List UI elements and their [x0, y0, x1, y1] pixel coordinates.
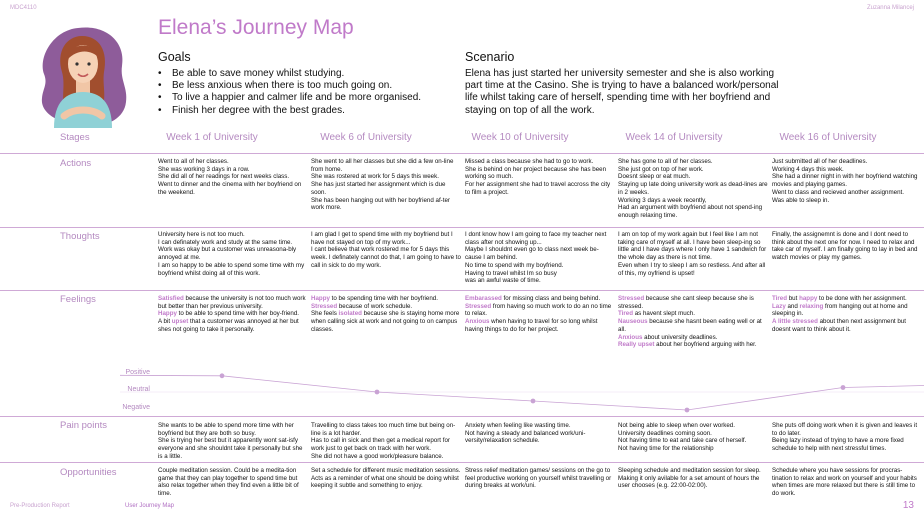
emotion-word: Tired [618, 310, 634, 318]
feelings-cell [465, 295, 615, 334]
row-label-thoughts: Thoughts [60, 231, 100, 242]
row-label-pain-points: Pain points [60, 420, 108, 431]
emotion-point [685, 408, 690, 413]
row-divider [0, 153, 924, 154]
scenario-heading: Scenario [465, 50, 515, 64]
row-divider [0, 462, 924, 463]
goal-item: • Finish her degree with the best grades. [158, 105, 421, 117]
goal-item: • To live a happier and calmer life and be more organised. [158, 92, 421, 104]
opportunities-cell: Couple meditation session. Could be a medita-tion game that they can play together to spend time but also relax together when they find even a little bit of time. [158, 467, 299, 498]
scale-negative: Negative [122, 404, 150, 411]
feeling-line [158, 295, 308, 310]
row-label-feelings: Feelings [60, 294, 96, 305]
opportunities-cell: Set a schedule for different music meditation sessions. Acts as a reminder of what one should be doing whilst keeping it subtle and something to enjoy. [311, 467, 461, 490]
pain-points-cell: Anxiety when feeling like wasting time. Not having a steady and balanced work/uni-versity/relaxation schedule. [465, 422, 586, 445]
scale-neutral: Neutral [127, 386, 150, 393]
emotion-word: isolated [338, 310, 362, 318]
row-divider [0, 290, 924, 291]
emotion-word: Tired [772, 295, 788, 302]
footer-report-name: Pre-Production Report [10, 503, 70, 509]
feeling-line [311, 295, 461, 303]
feeling-line [158, 318, 308, 333]
feeling-line [618, 341, 768, 349]
emotion-point [841, 385, 846, 390]
feeling-line [465, 303, 615, 318]
feeling-line [465, 318, 615, 333]
pain-points-cell: Not being able to sleep when over worked. University deadlines coming soon. Not having time to eat and take care of herself. Not having time for the relationship [618, 422, 747, 453]
actions-cell: She went to all her classes but she did a few on-line from home. She was rostered at work for 5 days this week. She has just started her assignment which is due soon. She has been hanging out with her boyfriend af-ter work more. [311, 158, 454, 212]
feeling-line [772, 318, 922, 333]
goals-heading: Goals [158, 50, 191, 64]
actions-cell: She has gone to all of her classes. She just got on top of her work. Doesnt sleep or eat much. Staying up late doing university work as dead-lines are in 2 weeks. Working 3 days a week recently, Had an argument with boyfriend about not spend-ing enough relaxing time. [618, 158, 768, 219]
emotion-word: A little stressed [772, 318, 818, 326]
course-code: MDC4110 [10, 5, 37, 11]
feeling-text: because the university is not too much work but better than her previous university. [158, 295, 306, 310]
feeling-text: and [785, 302, 800, 310]
stage-header: Week 16 of University [779, 132, 877, 143]
emotion-word: Stressed [618, 295, 645, 302]
opportunities-cell: Sleeping schedule and meditation session for sleep. Making it only avilable for a set amount of hours the user chooses (e.g. 22:00-02:00). [618, 467, 761, 490]
feeling-line [311, 303, 461, 311]
feeling-text: that a customer was annoyed at her but shes not going to take it personally. [158, 318, 299, 333]
feeling-text: when having to travel for so long whilst having things to do for her project. [465, 318, 598, 333]
feeling-text: to be done with her assignment. [817, 295, 907, 302]
opportunities-cell: Schedule where you have sessions for procras-tination to relax and work on yourself and your habits when times are more relaxed but there is still time to do work. [772, 467, 917, 498]
feeling-text: She feels [311, 310, 339, 318]
feeling-line [465, 295, 615, 303]
feelings-cell [618, 295, 768, 349]
feeling-text: about her boyfriend arguing with her. [654, 341, 757, 349]
emotion-word: Embarassed [465, 295, 502, 302]
feeling-line [618, 295, 768, 310]
feeling-text: to be able to spend time with her boy-friend. [176, 310, 300, 318]
feeling-line [772, 303, 922, 318]
feeling-text: about university deadlines. [642, 333, 718, 341]
stage-header: Week 6 of University [320, 132, 412, 143]
emotion-curve-chart [0, 364, 924, 420]
emotion-point [220, 373, 225, 378]
feeling-line [618, 310, 768, 318]
row-label-actions: Actions [60, 158, 92, 169]
feeling-text: because she is staying home more when calling sick at work and not going to on campus classes. [311, 310, 460, 333]
goal-item: • Be less anxious when there is too much going on. [158, 80, 421, 92]
thoughts-cell: I dont know how I am going to face my teacher next class after not showing up... Maybe I shouldnt even go to class next week be-cause I am behind. No time to spend with my boyfriend. Having to travel whilst Im so busy was an awful waste of time. [465, 231, 607, 285]
feelings-cell [772, 295, 922, 334]
actions-cell: Just submitted all of her deadlines. Working 4 days this week. She had a dinner night in with her boyfriend watching movies and playing games. Went to class and recieved another assignment. Was able to sleep in. [772, 158, 918, 204]
feelings-cell [158, 295, 308, 334]
feeling-text: because of work schedule. [337, 302, 413, 310]
thoughts-cell: I am on top of my work again but I feel like I am not taking care of myself at all. I have been sleep-ing so little and I have days where I only have 1 sandwich for the whole day as there is not time. Even when I try to sleep I am so restless. And after all of this, my oyfriend is upset! [618, 231, 767, 277]
thoughts-cell: Finally, the assignemnt is done and I dont need to think about the next one for now. I need to relax and take car of myself. I am finally going to lay in bed and watch movies or play my games. [772, 231, 918, 262]
pain-points-cell: Travelling to class takes too much time but being on-line is a lot harder. Has to call in sick and then get a medical report for work just to get back on track with her work. She did not have a good work/pleasure balance. [311, 422, 456, 460]
emotion-word: Happy [311, 295, 330, 302]
feeling-line [772, 295, 922, 303]
emotion-word: Stressed [465, 302, 492, 310]
feeling-line [618, 334, 768, 342]
feeling-text: about then next assignment but doesnt want to think about it. [772, 318, 906, 333]
thoughts-cell: University here is not too much. I can definately work and study at the same time. Work was okay but a customer was unreasona-bly annoyed at me. I am so happy to be able to spend some time with my boyfriend whilst doing all of this work. [158, 231, 305, 277]
feeling-line [311, 310, 461, 333]
feeling-line [618, 318, 768, 333]
thoughts-cell: I am glad I get to spend time with my boyfriend but I have not stayed on top of my work... I cant believe that work rostered me for 5 days this week. I definately cannot do that, I am going to have to call in sick to do my work. [311, 231, 461, 269]
emotion-word: happy [799, 295, 818, 302]
feeling-text: from hanging out at home and sleeping in. [772, 302, 908, 318]
feeling-text: from having so much work to do an no time to relax. [465, 302, 612, 318]
feeling-text: but [787, 295, 800, 302]
emotion-word: Lazy [772, 302, 786, 310]
feeling-line [158, 310, 308, 318]
emotion-word: Nauseous [618, 318, 648, 326]
goals-list [158, 68, 421, 117]
footer-section-name: User Journey Map [125, 503, 175, 509]
feeling-text: for missing class and being behind. [501, 295, 601, 302]
feeling-text: A bit [158, 318, 172, 326]
page-number: 13 [902, 500, 914, 511]
feelings-cell [311, 295, 461, 334]
goal-item: • Be able to save money whilst studying. [158, 68, 421, 80]
author-name: Zuzanna Milancej [866, 5, 914, 11]
scale-positive: Positive [125, 369, 150, 376]
emotion-word: upset [171, 318, 189, 326]
pain-points-cell: She puts off doing work when it is given and leaves it to do later. Being lazy instead of trying to have a more fixed schedule to help with next stressful times. [772, 422, 918, 453]
feeling-text: because she cant sleep because she is stressed. [618, 295, 754, 310]
emotion-word: Anxious [465, 318, 490, 326]
feeling-text: as havent slept much. [633, 310, 695, 318]
emotion-word: Stressed [311, 302, 338, 310]
row-divider [0, 227, 924, 228]
emotion-point [375, 390, 380, 395]
feeling-text: to be spending time with her boyfriend. [329, 295, 438, 302]
stage-header: Week 1 of University [166, 132, 258, 143]
emotion-line [120, 375, 924, 410]
stage-header: Week 14 of University [625, 132, 723, 143]
scenario-text: Elena has just started her university semester and she is also working part time at the Casino. She is trying to have a balanced work/personal life whilst taking care of herself, spending time with her boyfriend and staying on top of all the work. [465, 68, 779, 116]
emotion-point [531, 399, 536, 404]
emotion-word: relaxing [799, 302, 824, 310]
emotion-word: Satisfied [158, 295, 184, 302]
actions-cell: Missed a class because she had to go to work. She is behind on her project because she has been working so much. For her assignment she had to travel accross the city to film a project. [465, 158, 611, 196]
page-title: Elena’s Journey Map [158, 16, 354, 39]
row-label-opportunities: Opportunities [60, 467, 117, 478]
pain-points-cell: She wants to be able to spend more time with her boyfriend but they are both so busy. She is trying her best but it apparently wont sat-isfy everyone and she shouldnt take it personally but she is a little. [158, 422, 303, 460]
feeling-text: because she hasnt been eating well or at all. [618, 318, 762, 333]
row-label-stages: Stages [60, 132, 90, 143]
emotion-word: Happy [158, 310, 177, 318]
opportunities-cell: Stress relief meditation games/ sessions on the go to feel productive working on yourself whilst travelling or during breaks at work/uni. [465, 467, 612, 490]
persona-avatar [30, 16, 140, 131]
emotion-word: Anxious [618, 333, 643, 341]
emotion-word: Really upset [618, 341, 655, 349]
stage-header: Week 10 of University [471, 132, 569, 143]
actions-cell: Went to all of her classes. She was working 3 days in a row. She did all of her readings for next weeks class. Went to dinner and the cinema with her boyfriend on the weekend. [158, 158, 302, 196]
